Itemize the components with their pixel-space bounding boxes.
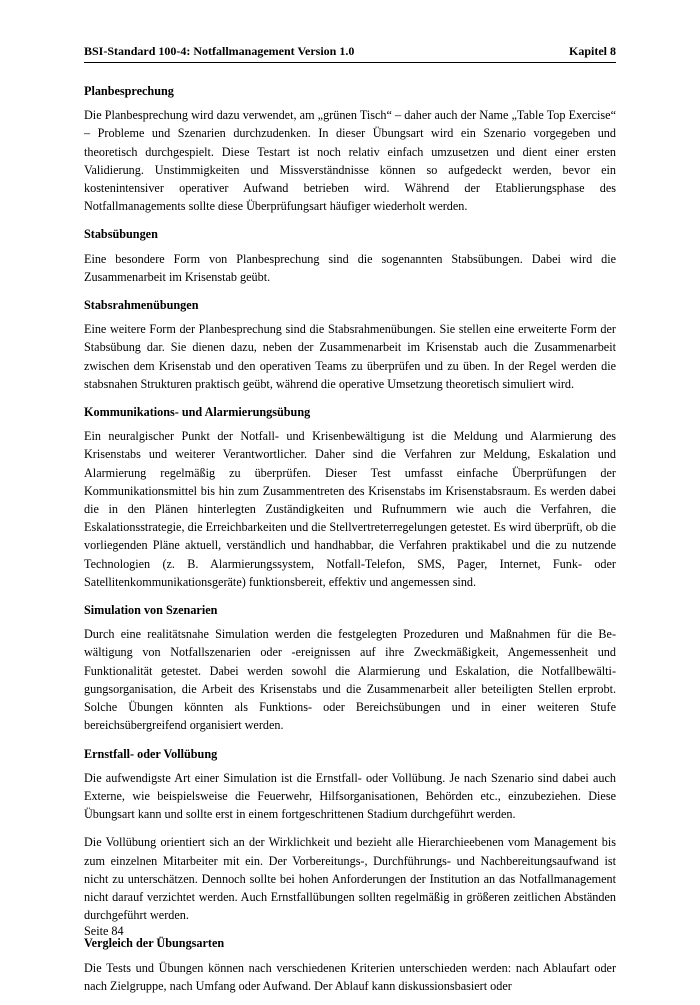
section-heading: Planbesprechung: [84, 84, 174, 98]
running-header: [84, 40, 616, 63]
paragraph: Die Vollübung orientiert sich an der Wirklichkeit und bezieht alle Hierarchieebenen vom Management bis zum einzelnen Mitarbeiter mit ein. Der Vorbereitungs-, Durchführungs- und Nachbereitungsaufwand ist nicht zu unterschätzen. Dennoch sollte bei hohen Anforderungen der Institution an das Notfallmanagement nicht darauf verzichtet werden. Auch Ernstfallübungen sollten regelmäßig in größeren zeitlichen Abständen durchgeführt werden.: [84, 835, 616, 923]
document-body: [84, 82, 616, 1005]
section-heading: Kommunikations- und Alarmierungsübung: [84, 405, 311, 420]
paragraph: Die Tests und Übungen können nach verschiedenen Kriterien unterschieden werden: nach Ablaufart oder nach Zielgruppe, nach Umfang oder Aufwand. Der Ablauf kann diskussionsbasiert oder: [84, 960, 616, 993]
section-stabsuebungen: [84, 225, 616, 286]
chapter-label: Kapitel 8: [569, 44, 616, 58]
section-kommunikations-alarmierungsuebung: [84, 403, 616, 591]
paragraph: Ein neuralgischer Punkt der Notfall- und Krisenbewältigung ist die Meldung und Alarmierung des Krisenstabs und weiterer Verantwortlicher. Daher sind die Verfahren zur Meldung, Eskalation und Alarmierung regelmäßig zu überprüfen. Dieser Test umfasst einfache Überprüfungen der Kommunikationsmittel bis hin zum Zusammentreten des Krisenstabs im Krisenstabsraum. Es werden dabei die in den Plänen hinterlegten Zuständigkeiten und Rufnummern wie auch die Verfahren, die Eskalationsstrategie, die Erreichbarkeiten und die Stellvertreterregelungen getestet. Es wird überprüft, ob die vorliegenden Pläne aktuell, verständlich und handhabbar, die Verfahren praktikabel und die zu nutzende Technologien (z. B. Alarmierungssystem, Notfall-Telefon, SMS, Pager, Internet, Funk- oder Satellitenkommunikationsgeräte) funktionsbereit, effektiv und angemessen sind.: [84, 429, 616, 589]
section-heading: Stabsrahmenübungen: [84, 298, 199, 313]
page-number: Seite 84: [84, 924, 124, 938]
section-heading: Ernstfall- oder Vollübung: [84, 746, 218, 761]
section-simulation-szenarien: [84, 601, 616, 734]
paragraph: Eine weitere Form der Planbesprechung sind die Stabsrahmenübungen. Sie stellen eine erweiterte Form der Stabsübung dar. Sie dienen dazu, neben der Zusammenarbeit im Krisenstab auch die Zusammenarbeit zwischen dem Krisenstab und den operativen Teams zu überprüfen und zu üben. In der Regel werden die stabsnahen Strukturen praktisch geübt, während die operative Umsetzung theoretisch simuliert wird.: [84, 322, 616, 391]
section-vergleich-uebungsarten: [84, 934, 616, 995]
section-stabsrahmenuebungen: [84, 296, 616, 393]
document-title: BSI-Standard 100-4: Notfallmanagement Version 1.0: [84, 44, 355, 58]
section-heading: Simulation von Szenarien: [84, 603, 218, 618]
paragraph: Eine besondere Form von Planbesprechung sind die sogenannten Stabsübungen. Dabei wird die Zusammenarbeit im Krisenstab geübt.: [84, 251, 616, 284]
paragraph: Die Planbesprechung wird dazu verwendet, am „grünen Tisch“ – daher auch der Name „Table Top Exercise“ – Probleme und Szenarien durchzudenken. In dieser Übungsart wird ein Szenario vorgegeben und theoretisch durchgespielt. Diese Testart ist noch relativ einfach umzusetzen und dient einer ersten Validierung. Unstimmigkeiten und Missverständnisse können so aufgedeckt werden, bevor ein kostenintensiver operativer Aufwand betrieben wird. Während der Etablierungsphase des Notfallmanagements sollte diese Überprüfungsart häufiger wiederholt werden.: [84, 108, 616, 214]
section-heading: Vergleich der Übungsarten: [84, 936, 225, 951]
section-planbesprechung: [84, 82, 616, 215]
paragraph: Die aufwendigste Art einer Simulation ist die Ernstfall- oder Vollübung. Je nach Szenario sind dabei auch Externe, wie beispielsweise die Feuerwehr, Hilfsorganisationen, Behörden etc., einzubeziehen. Diese Übungsart kann und sollte erst in einem fortgeschrittenen Stadium durchgeführt werden.: [84, 770, 616, 822]
section-heading: Stabsübungen: [84, 227, 158, 242]
section-ernstfall-vollübung: [84, 745, 616, 925]
paragraph: Durch eine realitätsnahe Simulation werden die festgelegten Prozeduren und Maßnahmen für die Bewältigung von Notfallszenarien oder -ereignissen auf ihre Zweckmäßigkeit, Angemessenheit und Funktionalität getestet. Dabei werden sowohl die Alarmierung und Eskalation, die Notfallbewältigungsorganisation, die Arbeit des Krisenstabs und die Zusammenarbeit aller beteiligten Stellen erprobt. Solche Übungen könnten als Funktions- oder Bereichsübungen und in einer weiteren Stufe bereichsübergreifend organisiert werden.: [84, 627, 616, 733]
